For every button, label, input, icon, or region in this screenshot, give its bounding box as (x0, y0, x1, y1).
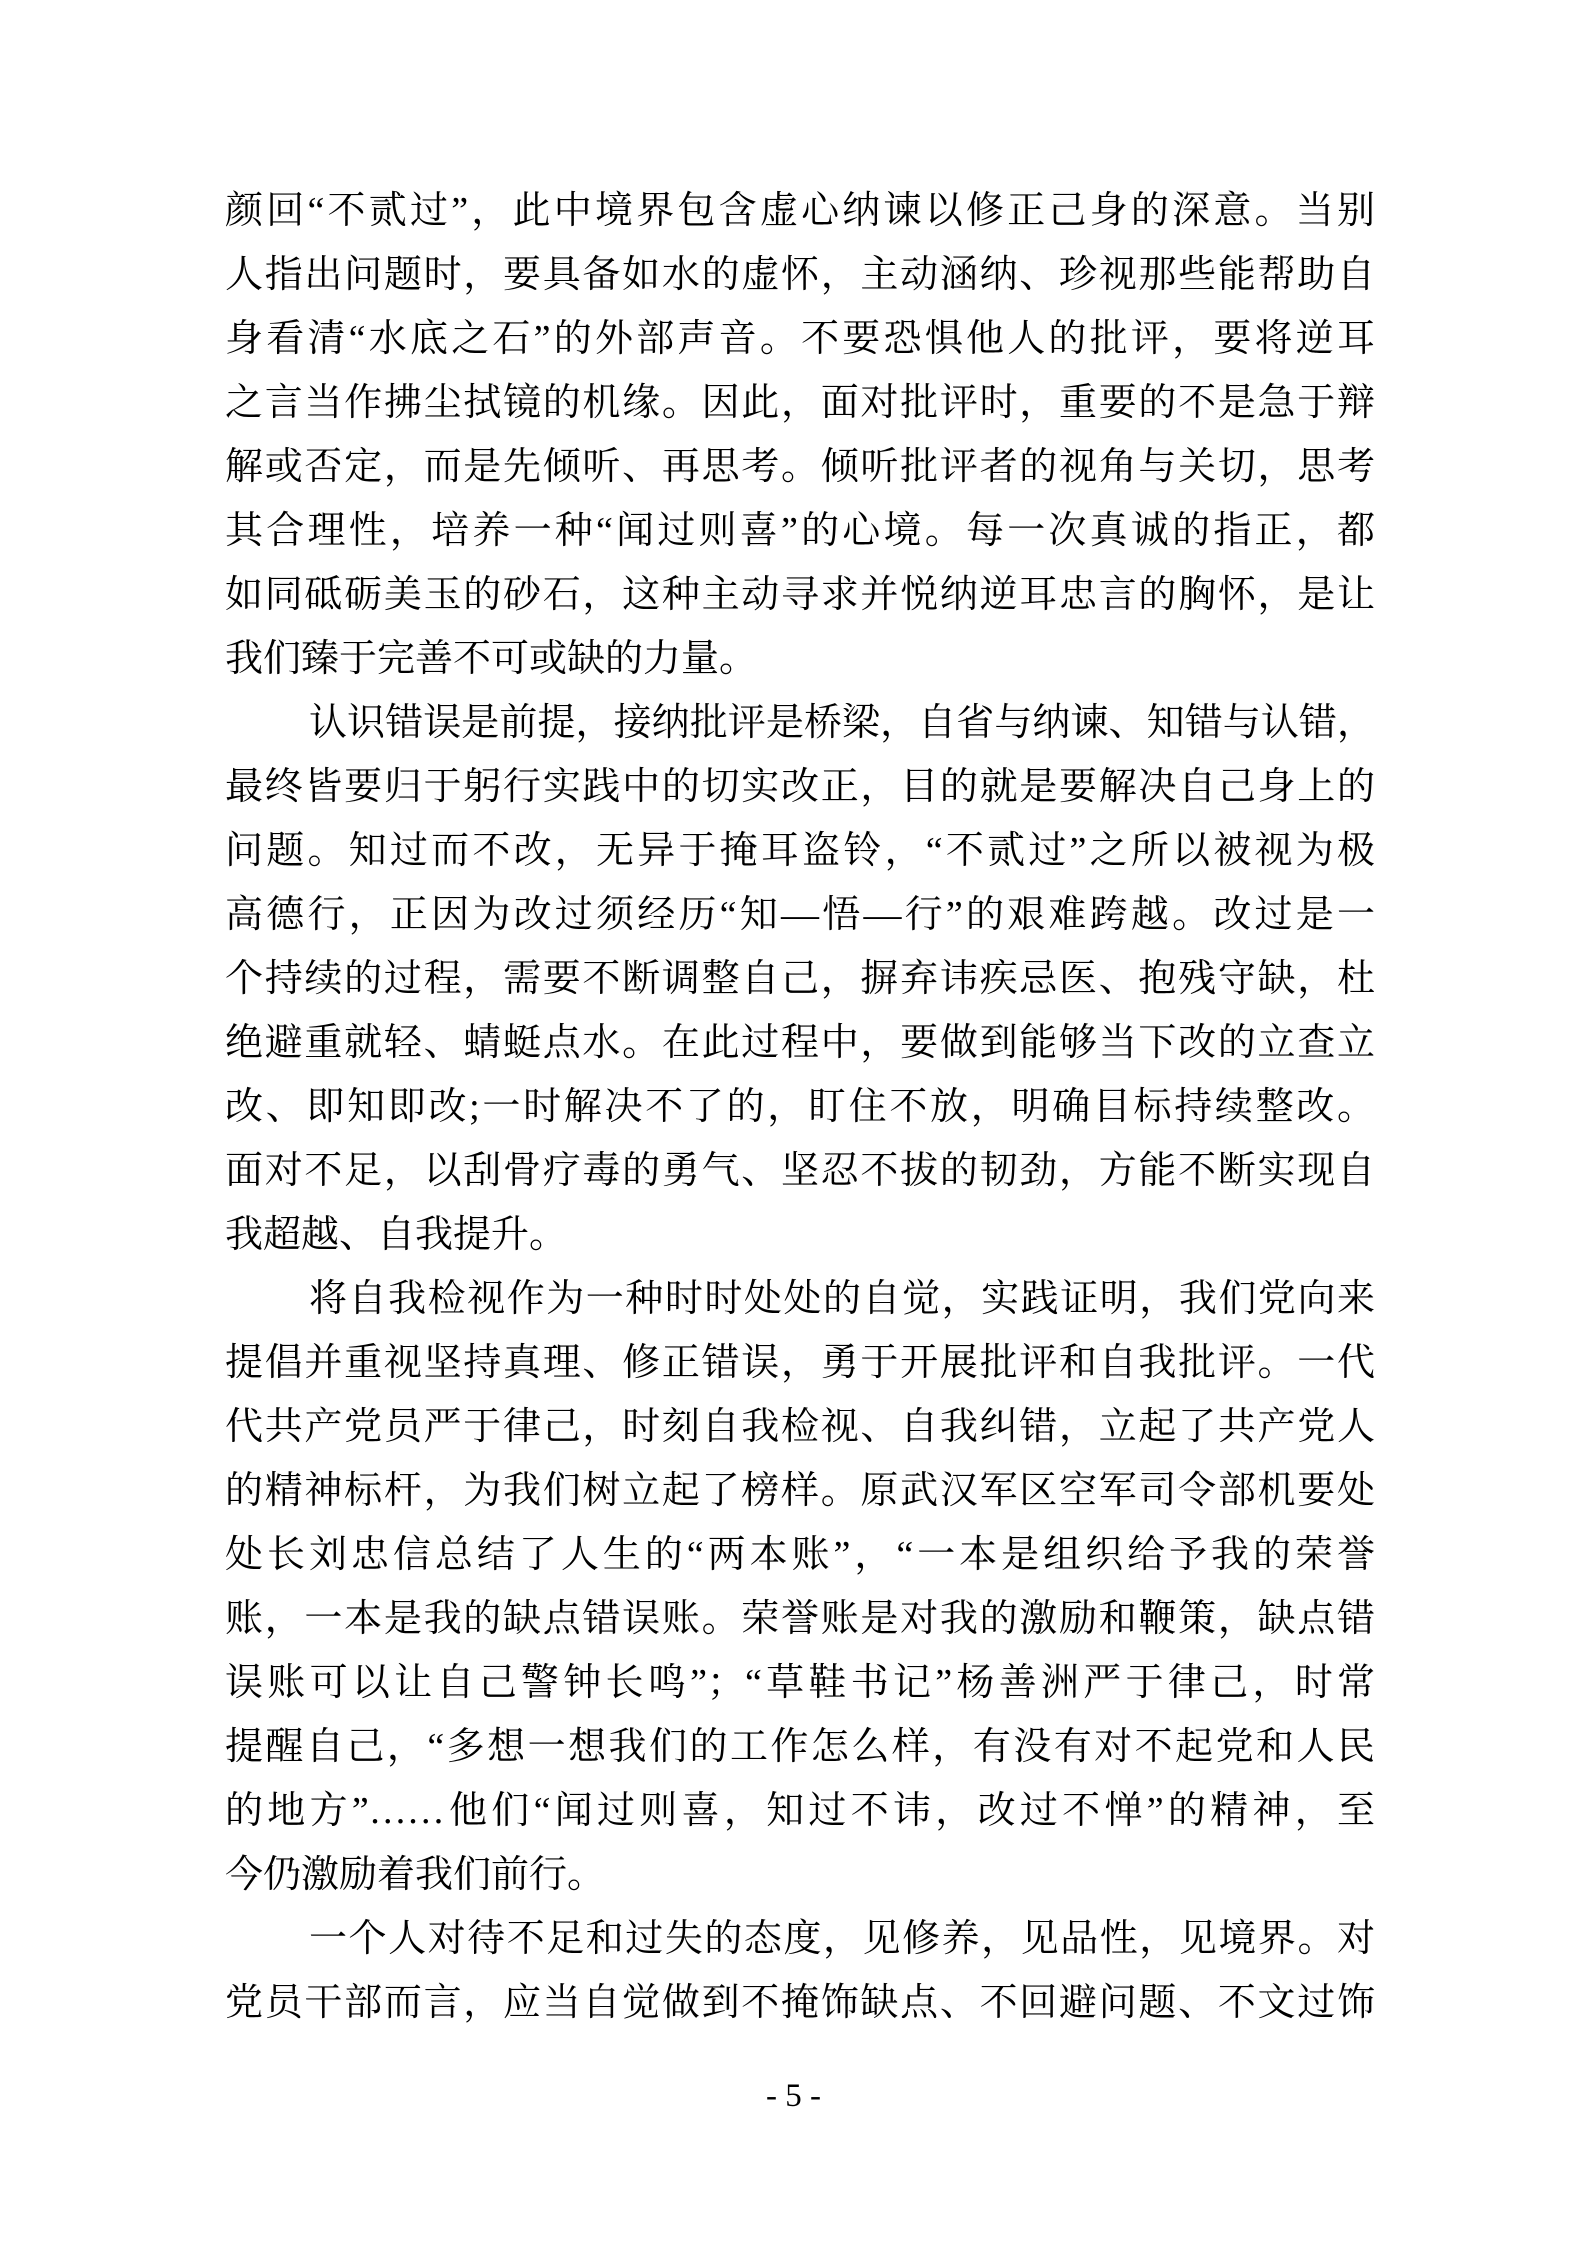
text-line: 代共产党员严于律己，时刻自我检视、自我纠错，立起了共产党人 (225, 1406, 1375, 1448)
text-line: 的精神标杆，为我们树立起了榜样。原武汉军区空军司令部机要处 (225, 1470, 1375, 1512)
text-line: 颜回“不贰过”，此中境界包含虚心纳谏以修正己身的深意。当别 (225, 190, 1375, 232)
text-line: 最终皆要归于躬行实践中的切实改正，目的就是要解决自己身上的 (225, 766, 1375, 808)
text-line: 我超越、自我提升。 (225, 1214, 568, 1256)
text-line: 误账可以让自己警钟长鸣”；“草鞋书记”杨善洲严于律己，时常 (225, 1662, 1375, 1704)
document-body (225, 179, 1375, 2035)
text-line: 提倡并重视坚持真理、修正错误，勇于开展批评和自我批评。一代 (225, 1342, 1375, 1384)
text-line: 今仍激励着我们前行。 (225, 1854, 606, 1896)
text-line: 的地方”……他们“闻过则喜，知过不讳，改过不惮”的精神，至 (225, 1790, 1375, 1832)
text-line: 问题。知过而不改，无异于掩耳盗铃，“不贰过”之所以被视为极 (225, 830, 1375, 872)
text-line: 认识错误是前提，接纳批评是桥梁，自省与纳谏、知错与认错， (309, 702, 1375, 744)
text-line: 改、即知即改;一时解决不了的，盯住不放，明确目标持续整改。 (225, 1086, 1375, 1128)
text-line: 绝避重就轻、蜻蜓点水。在此过程中，要做到能够当下改的立查立 (225, 1022, 1375, 1064)
text-line: 面对不足，以刮骨疗毒的勇气、坚忍不拔的韧劲，方能不断实现自 (225, 1150, 1375, 1192)
text-line: 身看清“水底之石”的外部声音。不要恐惧他人的批评，要将逆耳 (225, 318, 1375, 360)
text-line: 将自我检视作为一种时时处处的自觉，实践证明，我们党向来 (309, 1278, 1375, 1320)
text-line: 其合理性，培养一种“闻过则喜”的心境。每一次真诚的指正，都 (225, 510, 1375, 552)
text-line: 高德行，正因为改过须经历“知—悟—行”的艰难跨越。改过是一 (225, 894, 1375, 936)
text-line: 提醒自己，“多想一想我们的工作怎么样，有没有对不起党和人民 (225, 1726, 1375, 1768)
text-line: 个持续的过程，需要不断调整自己，摒弃讳疾忌医、抱残守缺，杜 (225, 958, 1375, 1000)
text-line: 人指出问题时，要具备如水的虚怀，主动涵纳、珍视那些能帮助自 (225, 254, 1375, 296)
page-number: - 5 - (766, 2078, 821, 2114)
text-line: 处长刘忠信总结了人生的“两本账”，“一本是组织给予我的荣誉 (225, 1534, 1375, 1576)
text-line: 一个人对待不足和过失的态度，见修养，见品性，见境界。对 (309, 1918, 1375, 1960)
text-line: 我们臻于完善不可或缺的力量。 (225, 638, 758, 680)
text-line: 账，一本是我的缺点错误账。荣誉账是对我的激励和鞭策，缺点错 (225, 1598, 1375, 1640)
text-line: 如同砥砺美玉的砂石，这种主动寻求并悦纳逆耳忠言的胸怀，是让 (225, 574, 1375, 616)
text-line: 解或否定，而是先倾听、再思考。倾听批评者的视角与关切，思考 (225, 446, 1375, 488)
text-line: 党员干部而言，应当自觉做到不掩饰缺点、不回避问题、不文过饰 (225, 1982, 1375, 2024)
text-line: 之言当作拂尘拭镜的机缘。因此，面对批评时，重要的不是急于辩 (225, 382, 1375, 424)
